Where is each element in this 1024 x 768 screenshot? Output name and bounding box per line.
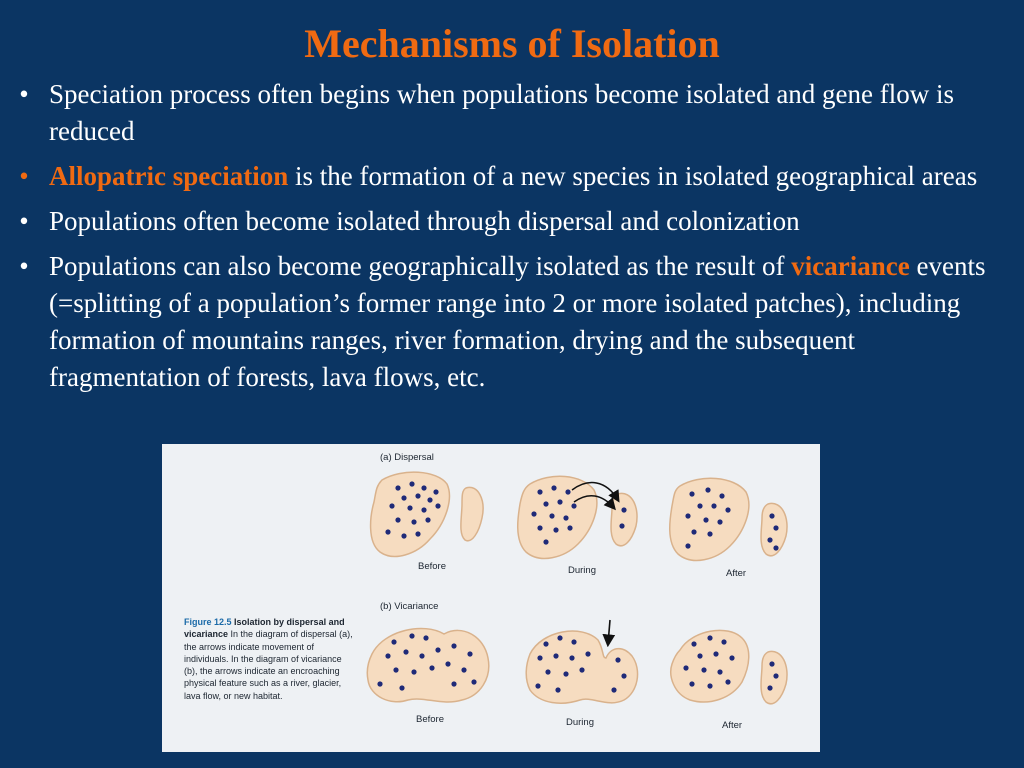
vicariance-during-diagram	[526, 620, 637, 703]
population-patch	[518, 476, 597, 558]
bullet-highlight: vicariance	[791, 251, 910, 281]
figure-diagram	[162, 444, 820, 752]
vicariance-before-diagram	[367, 628, 489, 701]
bullet-text: events (=splitting of a population’s former range into 2 or more isolated patches), including formation of mountains ranges, river formation, drying and the subsequent fragmentation of forests, lava flows, etc.	[49, 251, 986, 392]
dispersal-before-diagram	[371, 472, 483, 556]
bullet-list	[12, 76, 1012, 404]
bullet-highlight: Allopatric speciation	[49, 161, 289, 191]
dispersal-during-diagram	[518, 476, 637, 558]
bullet-glyph: •	[19, 79, 29, 109]
stage-label: During	[568, 565, 596, 576]
stage-label: During	[566, 717, 594, 728]
bullet-glyph: •	[19, 251, 29, 281]
figure-number: Figure 12.5	[184, 617, 232, 627]
population-patch	[671, 630, 749, 702]
bullet-item	[12, 203, 1012, 240]
stage-label: After	[726, 568, 747, 579]
bullet-text: Populations often become isolated through dispersal and colonization	[49, 206, 800, 236]
figure-title: Isolation by dispersal and vicariance	[184, 617, 345, 640]
isolation-figure	[162, 444, 820, 752]
empty-patch	[461, 487, 483, 540]
encroaching-feature-arrow	[608, 620, 610, 644]
bullet-text: Speciation process often begins when populations become isolated and gene flow is reduced	[49, 79, 955, 146]
stage-label: Before	[416, 714, 444, 725]
panel-b-label: (b) Vicariance	[380, 601, 439, 612]
slide-title: Mechanisms of Isolation	[304, 21, 720, 66]
bullet-item	[12, 248, 1012, 396]
colonized-patch	[611, 493, 637, 545]
bullet-glyph: •	[19, 206, 29, 236]
figure-caption-text: In the diagram of dispersal (a), the arrows indicate movement of individuals. In the diagram of vicariance (b), the arrows indicate an encroaching physical feature such as a river, glacier, lava flow, or new habitat.	[184, 629, 353, 701]
stage-label: After	[722, 720, 743, 731]
figure-caption	[184, 616, 354, 702]
dispersal-after-diagram	[670, 478, 787, 560]
panel-a-label: (a) Dispersal	[380, 452, 434, 463]
bullet-text: is the formation of a new species in isolated geographical areas	[288, 161, 978, 191]
stage-label: Before	[418, 561, 446, 572]
bullet-glyph: •	[19, 161, 29, 191]
population-patch	[526, 631, 637, 703]
vicariance-after-diagram	[671, 630, 787, 703]
bullet-item	[12, 76, 1012, 150]
bullet-item	[12, 158, 1012, 195]
bullet-text: Populations can also become geographically isolated as the result of	[49, 251, 792, 281]
